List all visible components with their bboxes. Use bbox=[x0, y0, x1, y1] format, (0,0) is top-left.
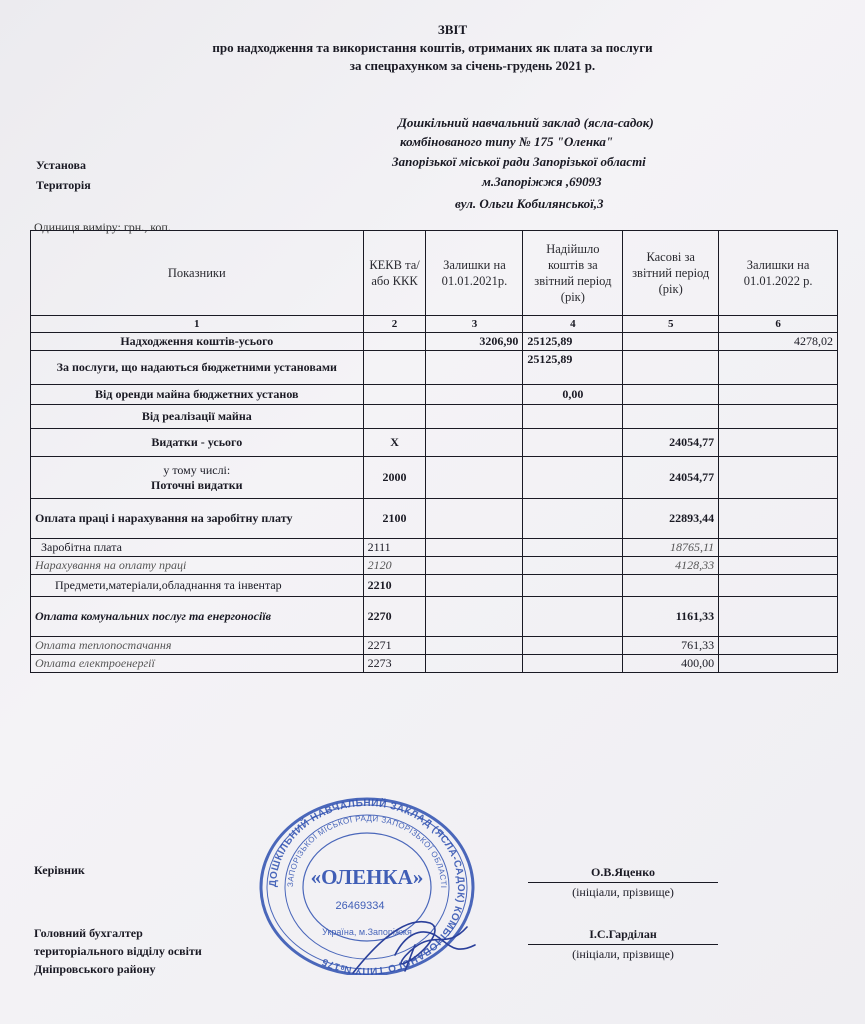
row-code: 2111 bbox=[363, 539, 426, 557]
row-balance-end bbox=[719, 575, 838, 597]
row-balance-start bbox=[426, 637, 523, 655]
header-indicators: Показники bbox=[31, 231, 364, 316]
row-code: 2000 bbox=[363, 457, 426, 499]
column-number: 2 bbox=[363, 316, 426, 333]
header-received: Надійшло коштів за звітний період (рік) bbox=[523, 231, 623, 316]
row-cash: 400,00 bbox=[623, 655, 719, 673]
row-code bbox=[363, 405, 426, 429]
row-cash: 22893,44 bbox=[623, 499, 719, 539]
row-balance-start bbox=[426, 557, 523, 575]
row-received bbox=[523, 637, 623, 655]
head-label: Керівник bbox=[34, 863, 85, 877]
row-code: 2270 bbox=[363, 597, 426, 637]
head-name: О.В.Яценко bbox=[528, 865, 718, 883]
accountant-label-3: Дніпровського району bbox=[34, 962, 156, 976]
official-stamp bbox=[255, 795, 480, 975]
row-balance-start bbox=[426, 405, 523, 429]
row-label: Надходження коштів-усього bbox=[31, 333, 364, 351]
table-row bbox=[31, 557, 838, 575]
row-balance-start bbox=[426, 499, 523, 539]
table-row bbox=[31, 429, 838, 457]
row-label: Від оренди майна бюджетних установ bbox=[31, 385, 364, 405]
head-name-hint: (ініціали, прізвище) bbox=[572, 885, 674, 899]
row-code: 2120 bbox=[363, 557, 426, 575]
row-received bbox=[523, 597, 623, 637]
row-balance-start bbox=[426, 597, 523, 637]
row-cash bbox=[623, 575, 719, 597]
territory-label: Територія bbox=[36, 178, 91, 192]
row-cash bbox=[623, 405, 719, 429]
header-balance-start: Залишки на 01.01.2021р. bbox=[426, 231, 523, 316]
row-cash: 18765,11 bbox=[623, 539, 719, 557]
row-cash bbox=[623, 385, 719, 405]
row-received bbox=[523, 429, 623, 457]
row-label: Поточні видатки bbox=[151, 477, 243, 492]
table-row bbox=[31, 575, 838, 597]
table-row bbox=[31, 333, 838, 351]
row-balance-start bbox=[426, 539, 523, 557]
row-label: Оплата електроенергії bbox=[31, 655, 364, 673]
stamp-inner-ring-text: ЗАПОРІЗЬКОЇ МІСЬКОЇ РАДИ ЗАПОРІЗЬКОЇ ОБЛАСТІ bbox=[285, 813, 449, 889]
stamp-center-text: «ОЛЕНКА» bbox=[310, 865, 424, 889]
row-label: Від реалізації майна bbox=[31, 405, 364, 429]
row-received bbox=[523, 405, 623, 429]
row-cash: 24054,77 bbox=[623, 429, 719, 457]
header-kekv: КЕКВ та/або ККК bbox=[363, 231, 426, 316]
header-cash: Касові за звітний період (рік) bbox=[623, 231, 719, 316]
unit-of-measure: Одиниця виміру: грн., коп. bbox=[34, 220, 171, 234]
institution-label: Установа bbox=[36, 158, 86, 172]
row-cash bbox=[623, 333, 719, 351]
row-received: 25125,89 bbox=[523, 351, 623, 385]
row-balance-end bbox=[719, 429, 838, 457]
table-header-row bbox=[31, 231, 838, 316]
column-number: 5 bbox=[623, 316, 719, 333]
row-code: 2273 bbox=[363, 655, 426, 673]
row-balance-start bbox=[426, 385, 523, 405]
report-title: ЗВІТ bbox=[437, 22, 468, 37]
institution-line-5: вул. Ольги Кобилянської,3 bbox=[455, 196, 604, 211]
row-balance-end bbox=[719, 499, 838, 539]
table-row bbox=[31, 539, 838, 557]
row-cash: 761,33 bbox=[623, 637, 719, 655]
institution-line-1: Дошкільний навчальний заклад (ясла-садок) bbox=[398, 115, 654, 130]
row-code bbox=[363, 385, 426, 405]
row-balance-end bbox=[719, 655, 838, 673]
row-received bbox=[523, 575, 623, 597]
row-code: X bbox=[363, 429, 426, 457]
table-row bbox=[31, 597, 838, 637]
report-subtitle-line-2: за спецрахунком за січень-грудень 2021 р. bbox=[349, 58, 596, 73]
header-balance-end: Залишки на 01.01.2022 р. bbox=[719, 231, 838, 316]
row-balance-end bbox=[719, 637, 838, 655]
column-number: 1 bbox=[31, 316, 364, 333]
stamp-code: 26469334 bbox=[335, 900, 385, 912]
row-label: Оплата комунальних послуг та енергоносіїв bbox=[31, 597, 364, 637]
accountant-label-1: Головний бухгалтер bbox=[34, 926, 143, 940]
row-code bbox=[363, 351, 426, 385]
row-balance-start bbox=[426, 655, 523, 673]
row-balance-end bbox=[719, 457, 838, 499]
column-number-row bbox=[31, 316, 838, 333]
row-received bbox=[523, 557, 623, 575]
row-code: 2210 bbox=[363, 575, 426, 597]
report-subtitle-line-1: про надходження та використання коштів, отриманих як плата за послуги bbox=[212, 40, 653, 55]
table-row bbox=[31, 405, 838, 429]
row-cash: 1161,33 bbox=[623, 597, 719, 637]
row-label-prefix: у тому числі: bbox=[163, 462, 231, 477]
row-balance-start bbox=[426, 457, 523, 499]
row-balance-end bbox=[719, 351, 838, 385]
row-code bbox=[363, 333, 426, 351]
row-balance-end: 4278,02 bbox=[719, 333, 838, 351]
row-cash: 24054,77 bbox=[623, 457, 719, 499]
table-row bbox=[31, 351, 838, 385]
row-received: 0,00 bbox=[523, 385, 623, 405]
stamp-bottom-text: Україна, м.Запоріжжя bbox=[322, 927, 412, 937]
accountant-name-hint: (ініціали, прізвище) bbox=[572, 947, 674, 961]
row-balance-end bbox=[719, 385, 838, 405]
table-row bbox=[31, 499, 838, 539]
table-row bbox=[31, 637, 838, 655]
row-label-cell bbox=[31, 457, 364, 499]
row-label: За послуги, що надаються бюджетними установами bbox=[31, 351, 364, 385]
row-label: Видатки - усього bbox=[31, 429, 364, 457]
row-balance-end bbox=[719, 405, 838, 429]
row-balance-end bbox=[719, 597, 838, 637]
table-row bbox=[31, 457, 838, 499]
institution-line-2: комбінованого типу № 175 "Оленка" bbox=[400, 134, 614, 149]
row-balance-end bbox=[719, 557, 838, 575]
row-label: Предмети,матеріали,обладнання та інвентар bbox=[31, 575, 364, 597]
row-label: Оплата праці і нарахування на заробітну плату bbox=[31, 499, 364, 539]
row-cash bbox=[623, 351, 719, 385]
row-code: 2271 bbox=[363, 637, 426, 655]
row-balance-start bbox=[426, 575, 523, 597]
institution-line-3: Запорізької міської ради Запорізької області bbox=[392, 154, 646, 169]
column-number: 6 bbox=[719, 316, 838, 333]
column-number: 4 bbox=[523, 316, 623, 333]
row-balance-end bbox=[719, 539, 838, 557]
table-row bbox=[31, 655, 838, 673]
row-received bbox=[523, 655, 623, 673]
row-label: Оплата теплопостачання bbox=[31, 637, 364, 655]
row-balance-start bbox=[426, 429, 523, 457]
table-row bbox=[31, 385, 838, 405]
accountant-label-2: територіального відділу освіти bbox=[34, 944, 202, 958]
row-balance-start bbox=[426, 351, 523, 385]
institution-line-4: м.Запоріжжя ,69093 bbox=[482, 174, 602, 189]
accountant-name: І.С.Гарділан bbox=[528, 927, 718, 945]
column-number: 3 bbox=[426, 316, 523, 333]
row-label: Нарахування на оплату праці bbox=[31, 557, 364, 575]
row-received bbox=[523, 499, 623, 539]
row-received bbox=[523, 457, 623, 499]
report-table bbox=[30, 230, 838, 673]
row-cash: 4128,33 bbox=[623, 557, 719, 575]
row-received bbox=[523, 539, 623, 557]
row-balance-start: 3206,90 bbox=[426, 333, 523, 351]
row-code: 2100 bbox=[363, 499, 426, 539]
stamp-ring-text: ДОШКІЛЬНИЙ НАВЧАЛЬНИЙ ЗАКЛАД (ЯСЛА-САДОК) КОМБІНОВАНОГО ТИПУ №175 bbox=[267, 797, 467, 975]
row-received: 25125,89 bbox=[523, 333, 623, 351]
row-label: Заробітна плата bbox=[31, 539, 364, 557]
